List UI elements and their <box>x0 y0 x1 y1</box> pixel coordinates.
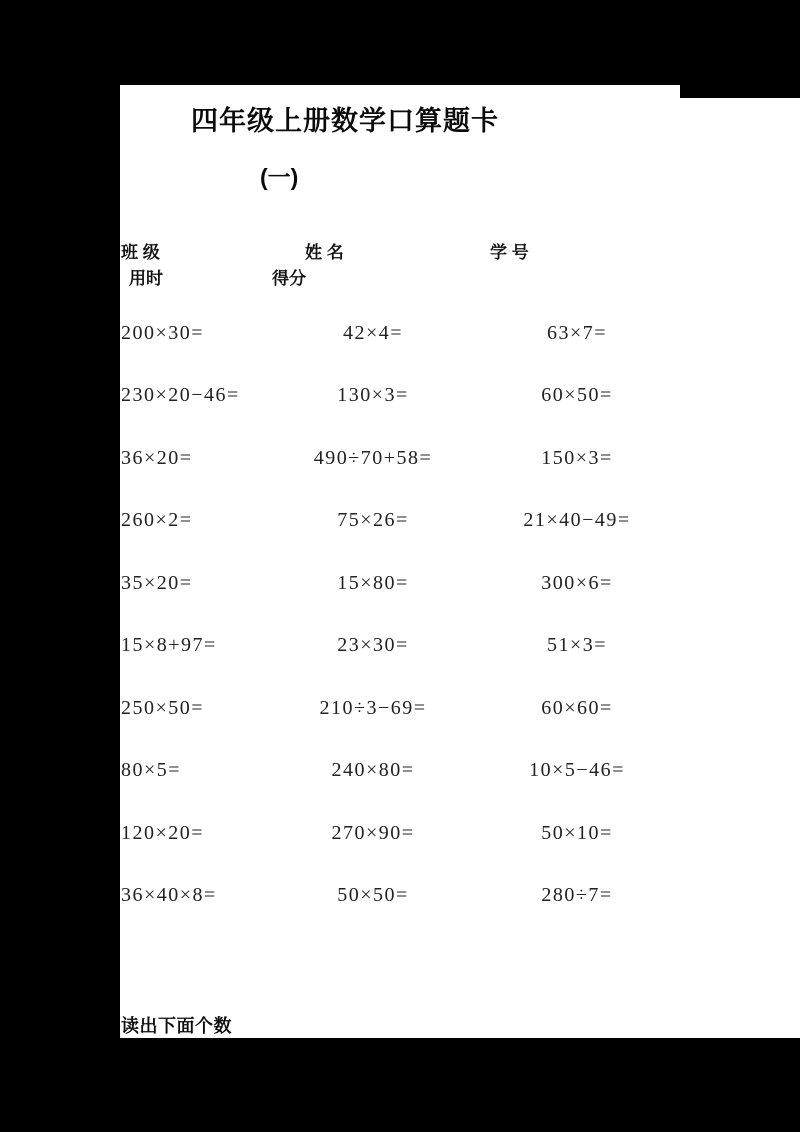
problem-cell: 50×10= <box>541 822 613 844</box>
problem-cell: 21×40−49= <box>523 509 631 531</box>
problem-cell: 23×30= <box>337 634 409 656</box>
problem-cell: 270×90= <box>331 822 415 844</box>
problem-cell: 80×5= <box>121 759 182 781</box>
problem-row <box>120 572 800 598</box>
problem-cell: 120×20= <box>121 822 205 844</box>
problem-cell: 15×80= <box>337 572 409 594</box>
problem-row <box>120 634 800 660</box>
problem-cell: 50×50= <box>337 884 409 906</box>
problem-cell: 200×30= <box>121 322 205 344</box>
problem-row <box>120 509 800 535</box>
page-title: 四年级上册数学口算题卡 <box>191 106 499 136</box>
problem-cell: 230×20−46= <box>121 384 240 406</box>
problem-row <box>120 447 800 473</box>
problem-cell: 35×20= <box>121 572 193 594</box>
problem-cell: 490÷70+58= <box>313 447 433 469</box>
problem-cell: 300×6= <box>541 572 613 594</box>
problem-cell: 260×2= <box>121 509 193 531</box>
field-label-name: 姓 名 <box>305 243 344 262</box>
problem-cell: 280÷7= <box>541 884 613 906</box>
problem-cell: 75×26= <box>337 509 409 531</box>
problem-cell: 150×3= <box>541 447 613 469</box>
problem-row <box>120 884 800 910</box>
problem-cell: 36×40×8= <box>121 884 217 906</box>
field-label-student-no: 学 号 <box>490 243 529 262</box>
problem-cell: 250×50= <box>121 697 205 719</box>
problem-cell: 60×60= <box>541 697 613 719</box>
problem-cell: 36×20= <box>121 447 193 469</box>
problem-row <box>120 759 800 785</box>
next-section-heading: 读出下面个数 <box>121 1016 232 1036</box>
problem-cell: 130×3= <box>337 384 409 406</box>
problem-cell: 63×7= <box>546 322 608 344</box>
field-label-class: 班 级 <box>121 243 160 262</box>
worksheet-page <box>120 85 800 1038</box>
problem-row <box>120 384 800 410</box>
field-label-time: 用时 <box>129 269 163 288</box>
problem-cell: 240×80= <box>331 759 415 781</box>
problem-cell: 210÷3−69= <box>319 697 427 719</box>
problem-row <box>120 322 800 348</box>
problem-cell: 60×50= <box>541 384 613 406</box>
page-subtitle: (一) <box>260 164 299 190</box>
problem-row <box>120 822 800 848</box>
field-label-score: 得分 <box>272 269 306 288</box>
scan-crop-notch <box>680 85 800 98</box>
problem-cell: 15×8+97= <box>121 634 217 656</box>
problem-cell: 51×3= <box>546 634 608 656</box>
problem-row <box>120 697 800 723</box>
problem-cell: 42×4= <box>342 322 404 344</box>
problem-cell: 10×5−46= <box>529 759 625 781</box>
